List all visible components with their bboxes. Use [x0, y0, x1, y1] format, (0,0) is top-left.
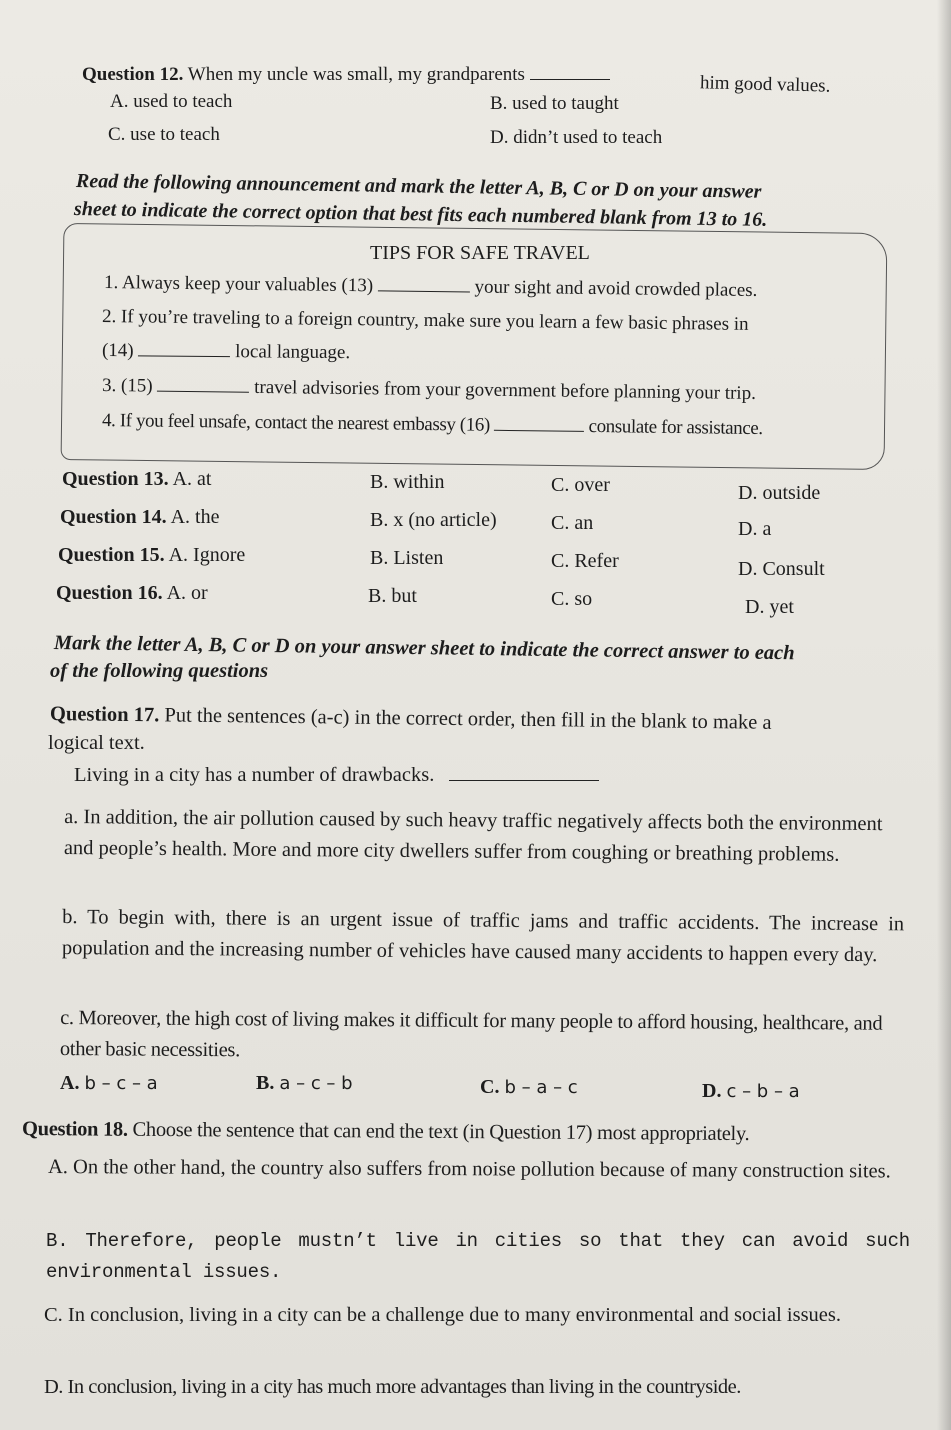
q15-option-d[interactable]: D. Consult	[738, 558, 825, 580]
instructions-questions-line2: of the following questions	[50, 660, 269, 682]
blank-14	[138, 354, 230, 357]
tip-3-before: 3. (15)	[101, 375, 153, 397]
q13-option-b[interactable]: B. within	[370, 471, 445, 493]
tip-2-before: (14)	[101, 340, 134, 362]
q12-option-c[interactable]: C. use to teach	[108, 124, 220, 145]
q17-option-b[interactable]: B. a – c – b	[256, 1072, 353, 1094]
q17-sentence-a: a. In addition, the air pollution caused by such heavy traffic negatively affects both the environment and people’s health. More and more city dwellers suffer from coughing or breathing problems.	[63, 806, 883, 866]
q16-label: Question 16.	[56, 582, 163, 604]
q12-option-a[interactable]: A. used to teach	[110, 91, 233, 112]
q17-sentence-b: b. To begin with, there is an urgent issue of traffic jams and traffic accidents. The increase in population and the increasing number of vehicles have caused many accidents to happen every day.	[61, 906, 905, 967]
q17-option-a[interactable]: A. b – c – a	[60, 1072, 158, 1094]
instructions-reading-line2: sheet to indicate the correct option that best fits each numbered blank from 13 to 16.	[73, 198, 768, 231]
tip-1-before: 1. Always keep your valuables (13)	[103, 272, 374, 297]
q13-option-c[interactable]: C. over	[551, 474, 610, 496]
tip-4-before: 4. If you feel unsafe, contact the nearest embassy (16)	[101, 410, 491, 436]
q14-option-c[interactable]: C. an	[551, 512, 594, 534]
q12-label: Question 12.	[82, 64, 184, 85]
q14-label: Question 14.	[60, 506, 167, 528]
q18-stem: Question 18. Choose the sentence that can end the text (in Question 17) most appropriately.	[21, 1118, 750, 1146]
q17-stem-line2: logical text.	[48, 732, 145, 754]
q17-label: Question 17.	[49, 703, 160, 727]
blank-13	[378, 289, 470, 292]
q12-option-d[interactable]: D. didn’t used to teach	[490, 127, 663, 148]
q16-option-d[interactable]: D. yet	[745, 596, 794, 618]
q12-stem	[82, 64, 610, 86]
q15-label: Question 15.	[58, 544, 165, 566]
q17-sentence-c: c. Moreover, the high cost of living makes it difficult for many people to afford housing, healthcare, and other basic necessities.	[59, 1007, 883, 1062]
q15-option-b[interactable]: B. Listen	[370, 547, 444, 569]
blank-15	[157, 390, 249, 393]
q13-option-a[interactable]: Question 13. A. at	[62, 468, 212, 490]
q16-option-b[interactable]: B. but	[368, 585, 417, 607]
tip-2-after: local language.	[235, 341, 351, 364]
q17-stem-line1: Question 17. Put the sentences (a-c) in the correct order, then fill in the blank to make a	[49, 703, 772, 734]
tip-2-line2	[102, 340, 350, 364]
q14-option-a[interactable]: Question 14. A. the	[60, 506, 220, 528]
tip-3-after: travel advisories from your government before planning your trip.	[254, 376, 757, 404]
q18-option-d[interactable]: D. In conclusion, living in a city has much more advantages than living in the countryside.	[44, 1376, 741, 1398]
q12-stem-before: When my uncle was small, my grandparents	[187, 64, 525, 85]
tip-4-after: consulate for assistance.	[588, 415, 763, 440]
page-edge-shadow	[937, 0, 951, 1430]
q17-option-d[interactable]: D. c – b – a	[702, 1080, 800, 1102]
q18-label: Question 18.	[21, 1118, 128, 1141]
q14-option-d[interactable]: D. a	[738, 518, 772, 540]
q17-blank	[449, 779, 599, 781]
q13-option-d[interactable]: D. outside	[738, 482, 821, 504]
q18-option-c[interactable]: C. In conclusion, living in a city can be a challenge due to many environmental and social issues.	[44, 1304, 842, 1326]
tips-title: TIPS FOR SAFE TRAVEL	[370, 242, 590, 264]
instructions-questions-line1: Mark the letter A, B, C or D on your answer sheet to indicate the correct answer to each	[53, 632, 795, 665]
tip-2-line1: 2. If you’re traveling to a foreign country, make sure you learn a few basic phrases in	[101, 306, 749, 335]
q18-option-a[interactable]: A. On the other hand, the country also suffers from noise pollution because of many construction sites.	[47, 1156, 891, 1183]
q14-option-b[interactable]: B. x (no article)	[370, 509, 497, 531]
q12-stem-after: him good values.	[699, 72, 831, 97]
q17-intro: Living in a city has a number of drawbacks.	[74, 764, 599, 787]
q12-option-b[interactable]: B. used to taught	[490, 93, 619, 114]
q16-option-c[interactable]: C. so	[551, 588, 593, 610]
instructions-reading-line1: Read the following announcement and mark the letter A, B, C or D on your answer	[75, 170, 762, 203]
q15-option-a[interactable]: Question 15. A. Ignore	[58, 544, 246, 566]
q13-label: Question 13.	[62, 468, 169, 490]
q15-option-c[interactable]: C. Refer	[551, 550, 619, 572]
q12-blank	[530, 78, 610, 80]
tip-1-after: your sight and avoid crowded places.	[474, 276, 758, 301]
q18-option-b[interactable]: B. Therefore, people mustn’t live in cities so that they can avoid such environmental issues.	[46, 1230, 910, 1283]
q17-option-c[interactable]: C. b – a – c	[480, 1076, 578, 1098]
q16-option-a[interactable]: Question 16. A. or	[56, 582, 208, 604]
blank-16	[494, 429, 584, 432]
